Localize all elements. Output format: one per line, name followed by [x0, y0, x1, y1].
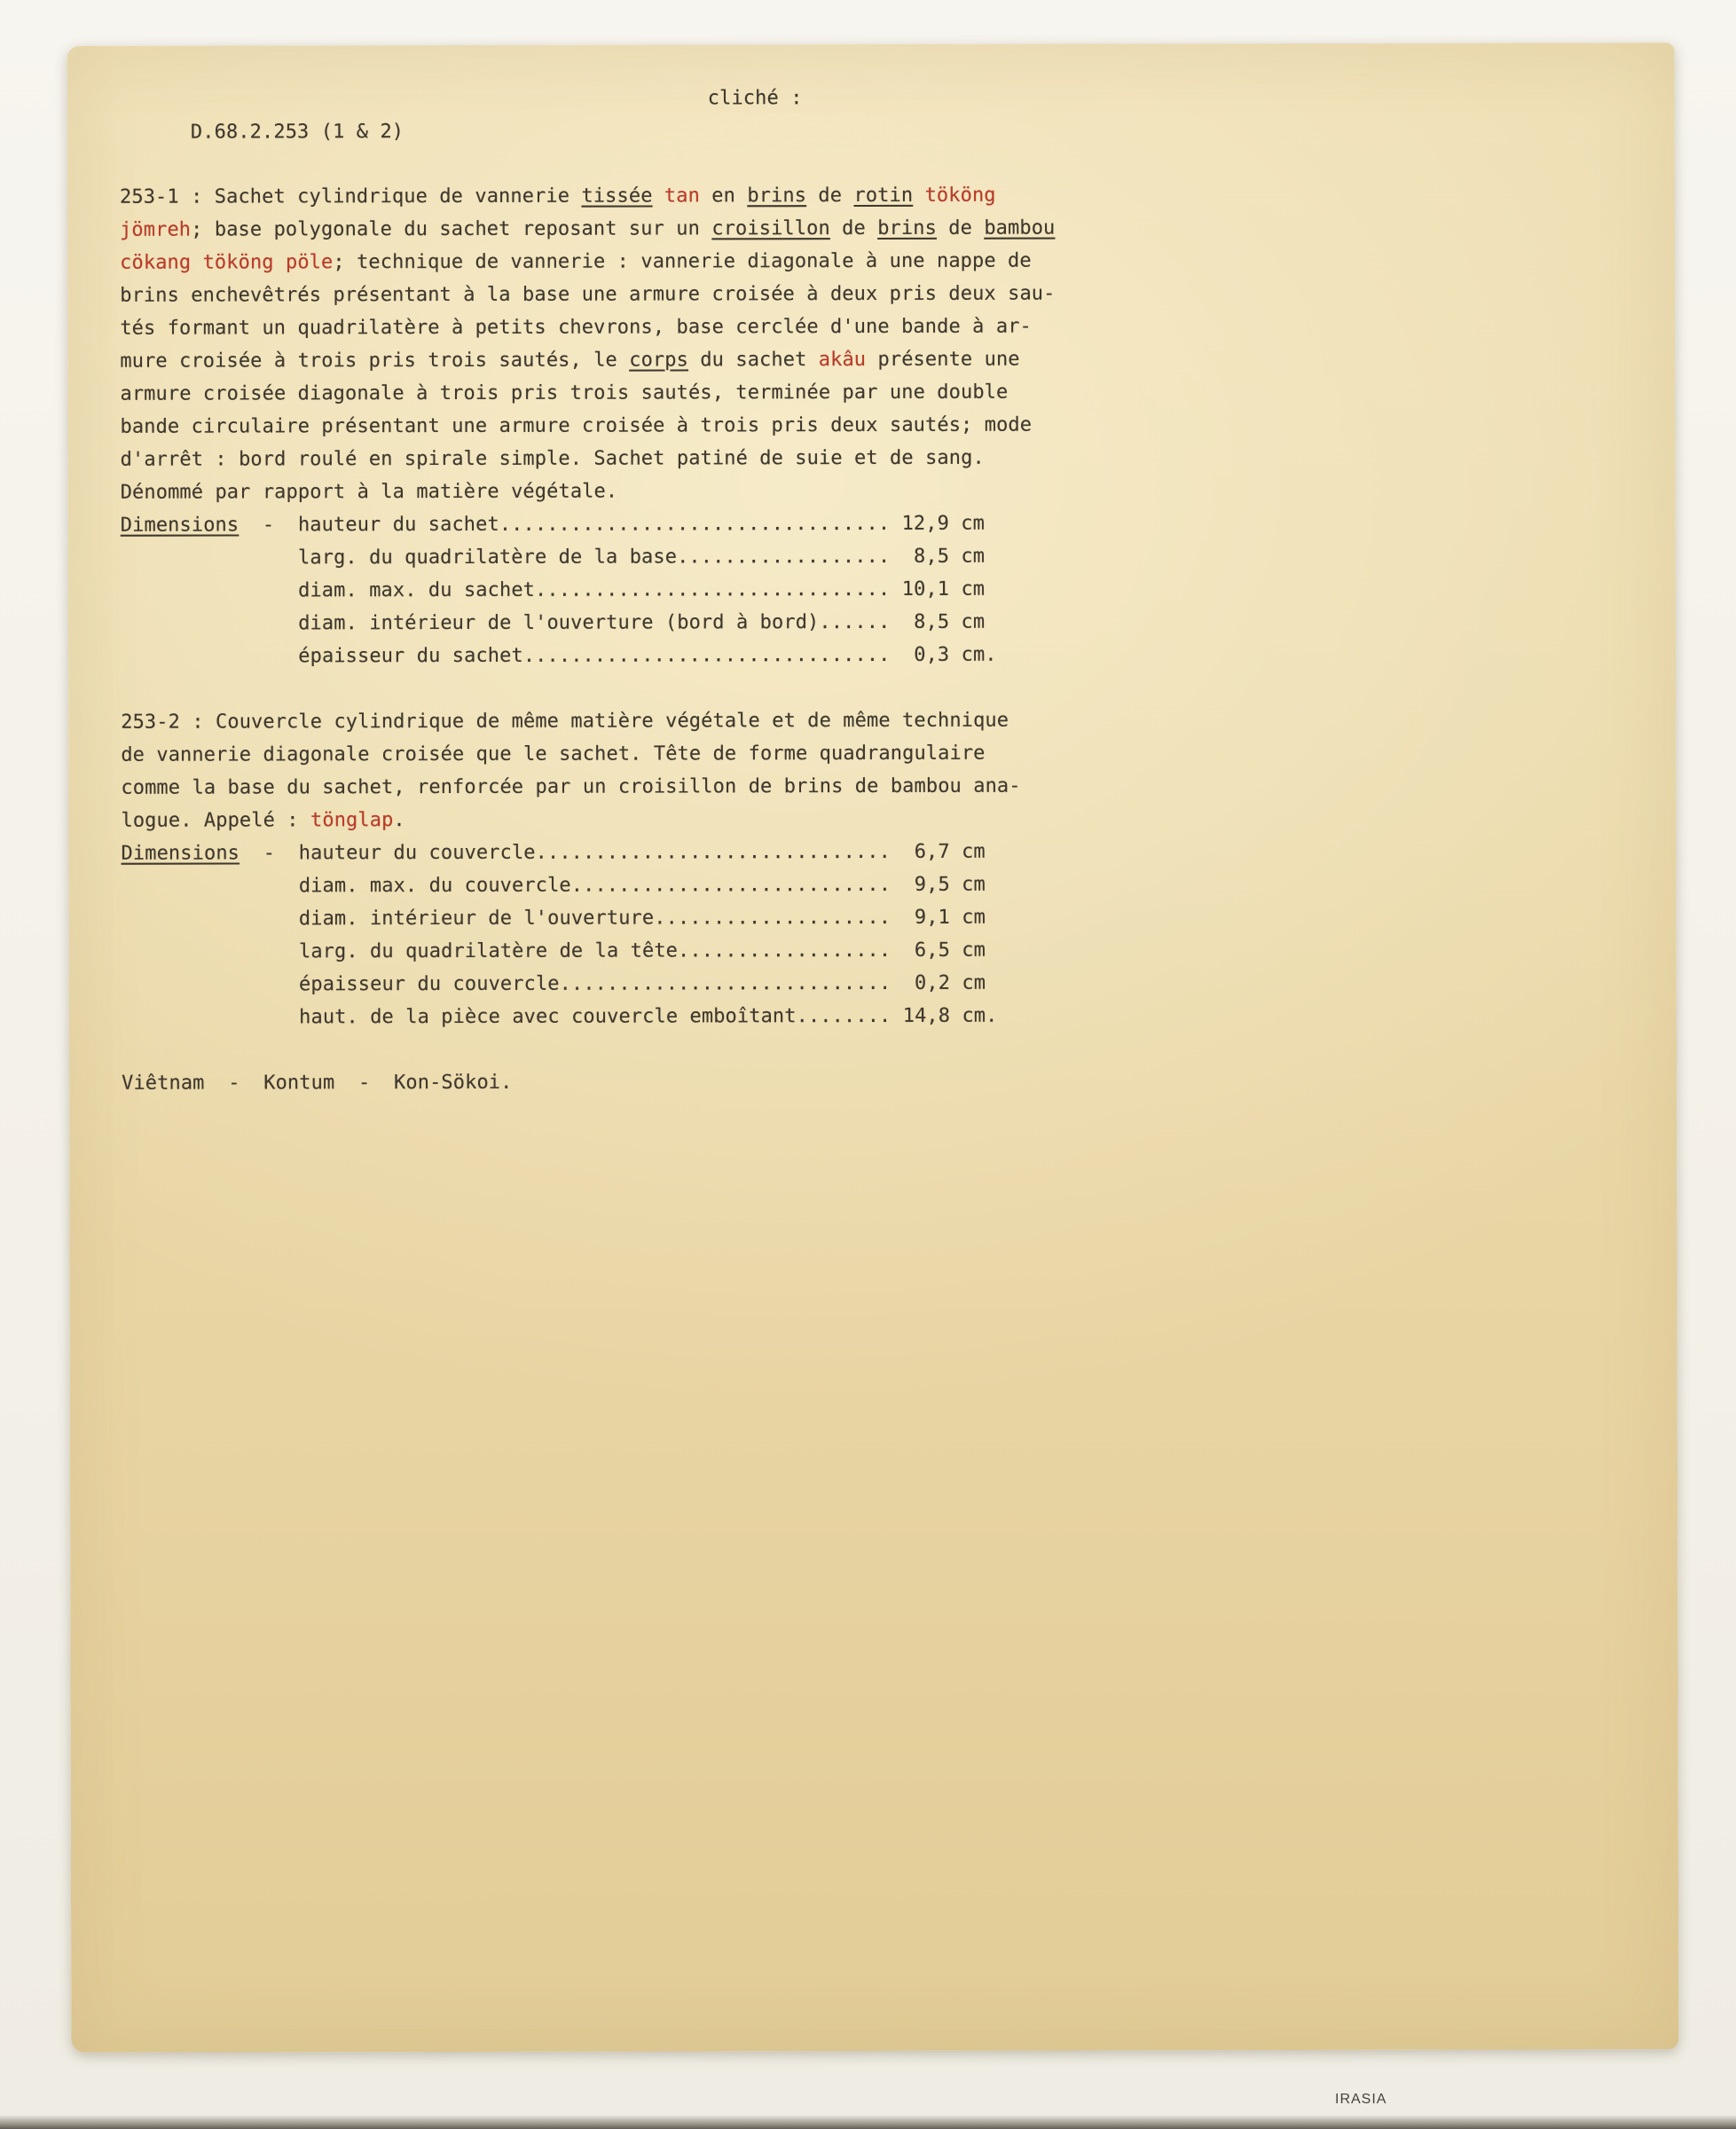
- typewritten-line: [121, 801, 1664, 837]
- dimension-row: [122, 867, 1665, 903]
- text-segment: en: [699, 185, 748, 208]
- red-ink-word: jömreh: [120, 218, 192, 241]
- typewritten-line: [121, 768, 1664, 805]
- red-ink-word: akâu: [818, 349, 867, 372]
- underlined-word: rotin: [853, 184, 914, 208]
- typewritten-line: [120, 177, 1663, 214]
- dimension-value: 14,8 cm.: [891, 1004, 998, 1027]
- dimension-value: 9,5 cm: [891, 873, 986, 896]
- typewritten-line: [121, 473, 1664, 509]
- underlined-word: brins: [877, 216, 937, 240]
- text-segment: comme la base du sachet, renforcée par un croisillon de brins de bambou ana-: [121, 774, 1021, 799]
- text-segment: armure croisée diagonale à trois pris trois sautés, terminée par une double: [120, 381, 1009, 405]
- dimensions-label: Dimensions: [121, 842, 240, 865]
- underlined-word: tissée: [581, 185, 653, 208]
- section-253-1: [120, 177, 1664, 673]
- dimension-value: 6,7 cm: [890, 840, 986, 863]
- dimension-value: 8,5 cm: [890, 610, 986, 633]
- text-segment: du sachet: [687, 349, 819, 372]
- dimension-label-with-dots: diam. max. du sachet..............................: [298, 577, 891, 602]
- dimension-label-with-dots: épaisseur du sachet...............................: [298, 643, 891, 668]
- typewritten-line: [121, 735, 1664, 772]
- dimension-value: 12,9 cm: [890, 512, 986, 535]
- text-segment: Dénommé par rapport à la matière végétale.: [120, 480, 618, 504]
- dimension-value: 0,2 cm: [891, 971, 986, 994]
- dimension-value: 8,5 cm: [890, 545, 986, 568]
- dimension-row: [122, 965, 1665, 1002]
- text-segment: présente une: [866, 348, 1020, 372]
- text-segment: de: [829, 216, 878, 240]
- text-segment: [913, 185, 924, 207]
- red-ink-word: tan: [664, 185, 700, 208]
- dimension-label-with-dots: diam. max. du couvercle...........................: [298, 873, 892, 898]
- typewritten-line: [120, 374, 1663, 411]
- dimension-label-with-dots: hauteur du sachet.................................: [297, 512, 891, 537]
- text-segment: mure croisée à trois pris trois sautés, le: [120, 349, 630, 373]
- typewritten-line: [120, 342, 1663, 378]
- dimension-value: 0,3 cm.: [890, 643, 997, 666]
- text-segment: d'arrêt : bord roulé en spirale simple. Sachet patiné de suie et de sang.: [120, 446, 985, 471]
- cliche-label: cliché :: [707, 87, 803, 110]
- paragraph-253-2: [121, 703, 1664, 837]
- dimension-row: [121, 571, 1664, 608]
- dimension-label-with-dots: larg. du quadrilatère de la base..................: [298, 545, 891, 570]
- irasia-watermark: IRASIA: [1335, 2092, 1387, 2107]
- red-ink-word: tököng: [924, 184, 996, 207]
- dimension-label-with-dots: diam. intérieur de l'ouverture....................: [298, 906, 892, 931]
- text-segment: tés formant un quadrilatère à petits chevrons, base cerclée d'une bande à ar-: [120, 315, 1032, 340]
- dimension-row: [122, 900, 1665, 936]
- red-ink-word: cökang tököng pöle: [120, 251, 334, 274]
- dimension-value: 9,1 cm: [891, 906, 986, 929]
- typewritten-line: [120, 210, 1663, 247]
- text-segment: brins enchevêtrés présentant à la base une armure croisée à deux pris deux sau-: [120, 282, 1056, 307]
- typewritten-line: [121, 440, 1664, 476]
- typewritten-line: [121, 703, 1664, 739]
- text-segment: bande circulaire présentant une armure croisée à trois pris deux sautés; mode: [120, 413, 1033, 438]
- typewritten-line: [120, 276, 1663, 312]
- dimension-label-with-dots: diam. intérieur de l'ouverture (bord à bord)......: [298, 610, 891, 635]
- dimension-label-with-dots: épaisseur du couvercle............................: [299, 971, 892, 996]
- dimension-row: [121, 604, 1664, 640]
- text-segment: 253-1 : Sachet cylindrique de vannerie: [119, 185, 582, 208]
- text-segment: ; technique de vannerie : vannerie diagonale à une nappe de: [333, 249, 1032, 274]
- catalog-number: D.68.2.253 (1 & 2): [190, 121, 405, 144]
- section-253-2: [121, 703, 1665, 1034]
- document-header: [120, 80, 1628, 144]
- paragraph-253-1: [120, 177, 1664, 509]
- dimensions-label: Dimensions: [120, 514, 240, 537]
- dimension-label-with-dots: haut. de la pièce avec couvercle emboîtant........: [299, 1004, 892, 1029]
- typewritten-line: [120, 407, 1663, 444]
- dimension-value: 10,1 cm: [890, 577, 986, 601]
- dimension-row: [122, 998, 1665, 1034]
- text-segment: .: [393, 809, 405, 832]
- red-ink-word: tönglap: [310, 809, 394, 832]
- dimension-label-with-dots: larg. du quadrilatère de la tête..................: [298, 939, 892, 963]
- text-segment: [653, 185, 664, 207]
- dimension-row: Dimensions - hauteur du sachet................................. 12,9 cm: [120, 512, 986, 537]
- text-segment: ; base polygonale du sachet reposant sur un: [191, 217, 712, 241]
- underlined-word: brins: [747, 185, 807, 208]
- dimension-row: [121, 637, 1664, 673]
- typewritten-body: [120, 177, 1665, 1100]
- text-segment: logue. Appelé :: [121, 809, 311, 832]
- document-paper: [67, 43, 1679, 2053]
- dimension-row: Dimensions - hauteur du couvercle.............................. 6,7 cm: [121, 840, 986, 865]
- dimension-label-with-dots: hauteur du couvercle..............................: [298, 840, 892, 865]
- text-segment: de: [936, 216, 985, 240]
- dimensions-253-1: [121, 506, 1664, 673]
- typewritten-line: [120, 243, 1663, 279]
- underlined-word: corps: [629, 349, 688, 372]
- dimension-row: [122, 932, 1665, 969]
- dimensions-253-2: [122, 834, 1665, 1034]
- text-segment: de: [806, 185, 854, 208]
- text-segment: 253-2 : Couvercle cylindrique de même matière végétale et de même technique: [121, 709, 1009, 734]
- scanner-edge-shadow: [0, 2115, 1736, 2129]
- text-segment: de vannerie diagonale croisée que le sachet. Tête de forme quadrangulaire: [121, 742, 986, 766]
- location-line: Viêtnam - Kontum - Kon-Sökoi.: [122, 1071, 513, 1095]
- dimension-value: 6,5 cm: [891, 939, 986, 962]
- dimension-row: [121, 538, 1664, 575]
- underlined-word: croisillon: [711, 217, 830, 240]
- typewritten-line: [120, 309, 1663, 345]
- underlined-word: bambou: [984, 216, 1056, 240]
